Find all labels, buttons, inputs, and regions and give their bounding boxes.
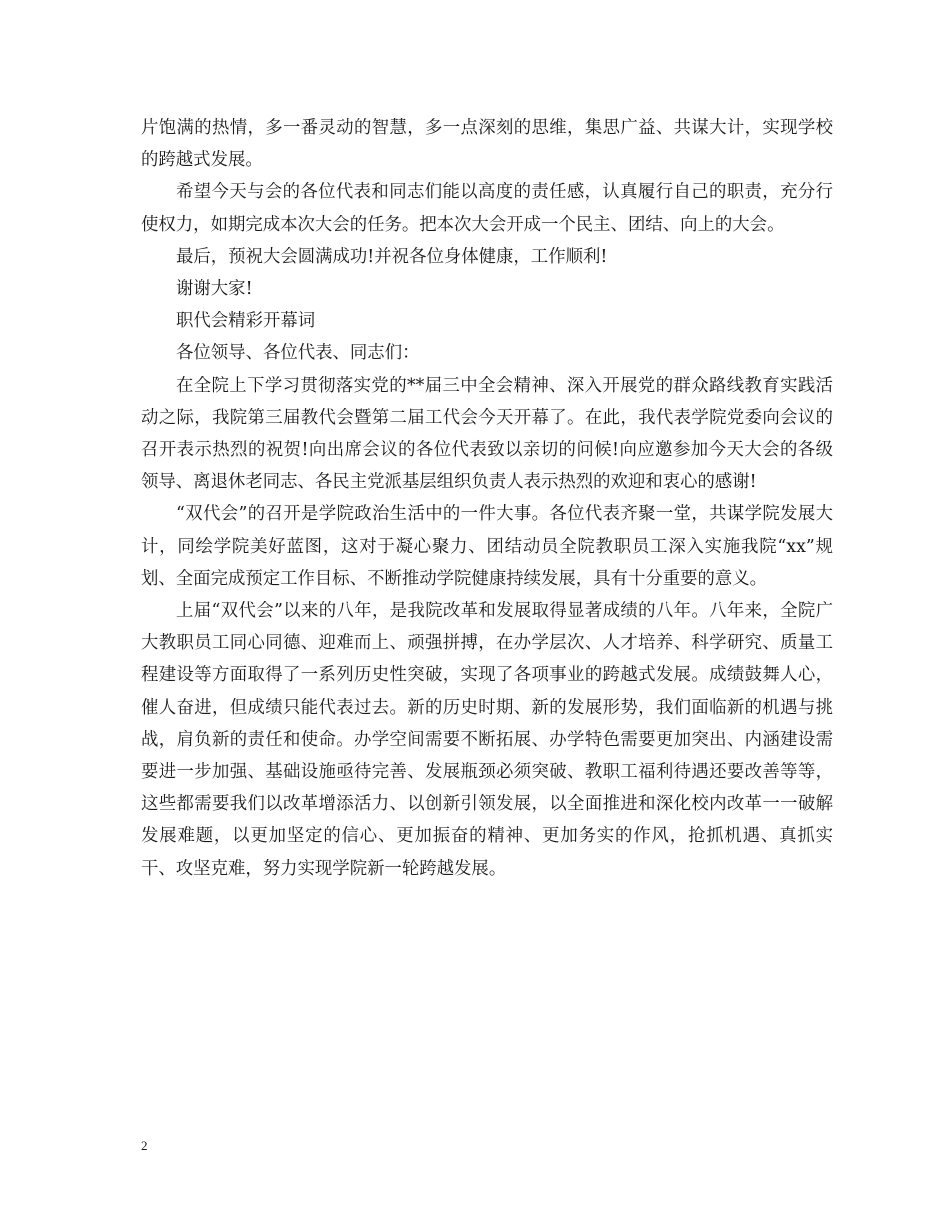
paragraph-7: 在全院上下学习贯彻落实党的**届三中全会精神、深入开展党的群众路线教育实践活动之际，我院第三届教代会暨第二届工代会今天开幕了。在此，我代表学院党委向会议的召开表示热烈的祝贺!向出席会议的各位代表致以亲切的问候!向应邀参加今天大会的各级领导、离退休老同志、各民主党派基层组织负责人表示热烈的欢迎和衷心的感谢!: [141, 375, 833, 493]
paragraph-9: 上届“双代会”以来的八年，是我院改革和发展取得显著成绩的八年。八年来，全院广大教职员工同心同德、迎难而上、顽强拼搏，在办学层次、人才培养、科学研究、质量工程建设等方面取得了一系列历史性突破，实现了各项事业的跨越式发展。成绩鼓舞人心，催人奋进，但成绩只能代表过去。新的历史时期、新的发展形势，我们面临新的机遇与挑战，肩负新的责任和使命。办学空间需要不断拓展、办学特色需要更加突出、内涵建设需要进一步加强、基础设施亟待完善、发展瓶颈必须突破、教职工福利待遇还要改善等等，这些都需要我们以改革增添活力、以创新引领发展，以全面推进和深化校内改革一一破解发展难题，以更加坚定的信心、更加振奋的精神、更加务实的作风，抢抓机遇、真抓实干、攻坚克难，努力实现学院新一轮跨越发展。: [141, 601, 833, 879]
section-heading: 职代会精彩开幕词: [176, 311, 316, 332]
paragraph-1: 片饱满的热情，多一番灵动的智慧，多一点深刻的思维，集思广益、共谋大计，实现学校的跨越式发展。: [141, 118, 833, 171]
document-body: [141, 112, 833, 885]
paragraph-4: 谢谢大家!: [176, 279, 253, 300]
salutation: 各位领导、各位代表、同志们：: [176, 343, 420, 364]
paragraph-8: “双代会”的召开是学院政治生活中的一件大事。各位代表齐聚一堂，共谋学院发展大计，同绘学院美好蓝图，这对于凝心聚力、团结动员全院教职员工深入实施我院“xx”规划、全面完成预定工作目标、不断推动学院健康持续发展，具有十分重要的意义。: [141, 504, 833, 589]
page-number: 2: [141, 1138, 148, 1153]
paragraph-2: 希望今天与会的各位代表和同志们能以高度的责任感，认真履行自己的职责，充分行使权力，如期完成本次大会的任务。把本次大会开成一个民主、团结、向上的大会。: [141, 182, 833, 235]
paragraph-3: 最后，预祝大会圆满成功!并祝各位身体健康，工作顺利!: [176, 246, 608, 267]
